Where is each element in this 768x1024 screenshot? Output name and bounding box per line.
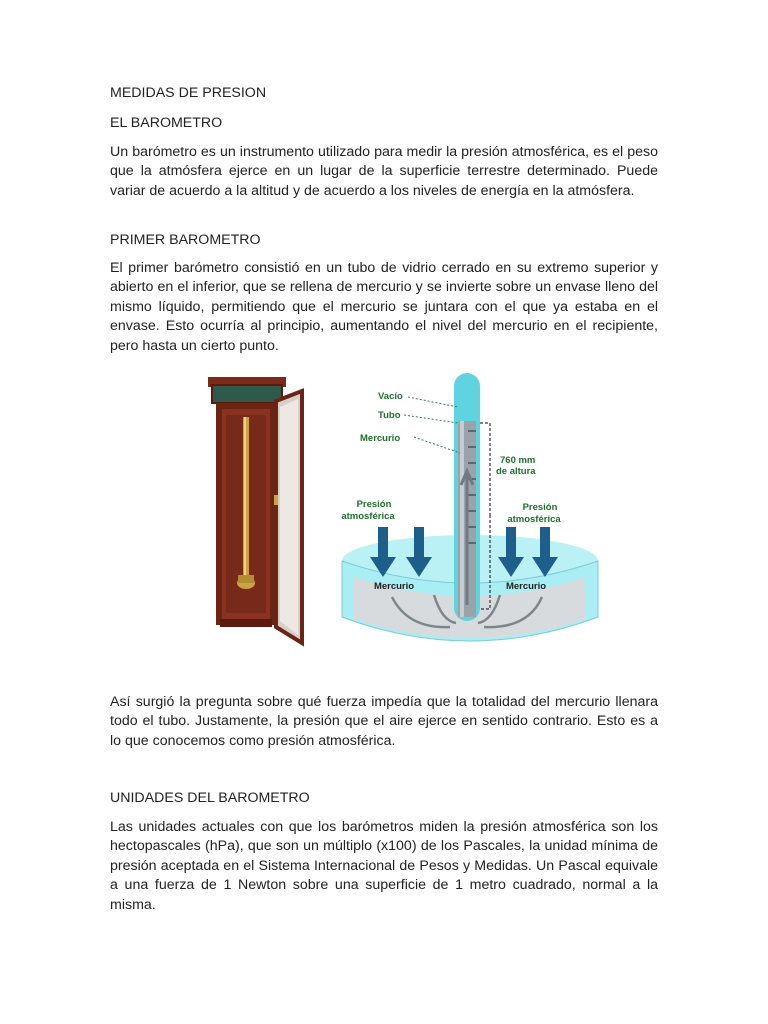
section-heading-unidades: UNIDADES DEL BAROMETRO [110, 790, 310, 806]
label-tubo: Tubo [378, 410, 401, 421]
antique-barometer-photo [168, 365, 338, 651]
label-pressure-left-2: atmosférica [341, 511, 395, 522]
mercury-barometer-diagram [338, 365, 600, 651]
label-pressure-right-1: Presión [522, 502, 558, 513]
label-pressure-left-1: Presión [356, 499, 392, 510]
label-vacio: Vacío [378, 391, 403, 402]
label-height-line1: 760 mm [500, 455, 536, 466]
page-title: MEDIDAS DE PRESION [110, 85, 267, 101]
paragraph-unidades: Las unidades actuales con que los barómetros miden la presión atmosférica son los hectopascales (hPa), que son un múltiplo (x100) de los Pascales, la unidad mínima de presión aceptada en el Sistema Internacional de Pesos y Medidas. Un Pascal equivale a una fuerza de 1 Newton sobre una superficie de 1 metro cuadrado, normal a la misma. [110, 819, 658, 913]
label-height-line2: de altura [496, 466, 536, 477]
section-heading-primer-barometro: PRIMER BAROMETRO [110, 232, 261, 248]
paragraph-intro: Un barómetro es un instrumento utilizado para medir la presión atmosférica, es el peso que la atmósfera ejerce en un lugar de la superficie terrestre determinado. Puede variar de acuerdo a la altitud y de acuerdo a los niveles de energía en la atmósfera. [110, 144, 658, 199]
section-heading-barometro: EL BAROMETRO [110, 115, 223, 131]
barometer-figure [168, 365, 600, 651]
label-basin-mercury-left: Mercurio [373, 581, 415, 592]
paragraph-pregunta: Así surgió la pregunta sobre qué fuerza impedía que la totalidad del mercurio llenara todo el tubo. Justamente, la presión que el aire ejerce en sentido contrario. Esto es a lo que conocemos como presión atmosférica. [110, 694, 658, 749]
label-basin-mercury-right: Mercurio [505, 581, 547, 592]
label-pressure-right-2: atmosférica [507, 514, 561, 525]
label-mercurio-tube: Mercurio [360, 433, 401, 444]
paragraph-primer-barometro: El primer barómetro consistió en un tubo de vidrio cerrado en su extremo superior y abierto en el inferior, que se rellena de mercurio y se invierte sobre un envase lleno del mismo líquido, permitiendo que el mercurio se juntara con el que ya estaba en el envase. Esto ocurría al principio, aumentando el nivel del mercurio en el recipiente, pero hasta un cierto punto. [110, 260, 658, 354]
